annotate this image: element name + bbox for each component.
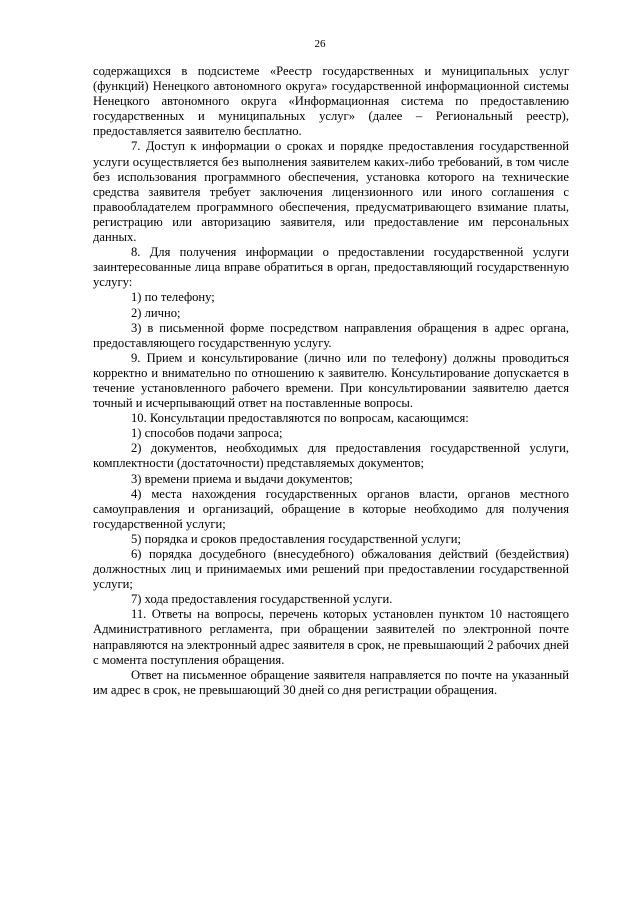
- paragraph-written-reply: Ответ на письменное обращение заявителя направляется по почте на указанный им адрес в срок, не превышающий 30 дней со дня регистрации обращения.: [93, 667, 569, 697]
- paragraph-item-8: 8. Для получения информации о предоставлении государственной услуги заинтересованные лица вправе обратиться в орган, предоставляющий государственную услугу:: [93, 245, 569, 290]
- page-number: 26: [314, 38, 326, 50]
- list-item: 4) места нахождения государственных органов власти, органов местного самоуправления и организаций, обращение в которые необходимо для получения государственной услуги;: [93, 486, 569, 531]
- paragraph-item-11: 11. Ответы на вопросы, перечень которых установлен пунктом 10 настоящего Административного регламента, при обращении заявителей по электронной почте направляются на электронный адрес заявителя в срок, не превышающий 2 рабочих дней с момента поступления обращения.: [93, 607, 569, 667]
- list-item: 5) порядка и сроков предоставления государственной услуги;: [131, 531, 461, 546]
- list-item: 7) хода предоставления государственной услуги.: [131, 592, 393, 607]
- list-item: 1) способов подачи запроса;: [131, 426, 283, 441]
- list-item: 6) порядка досудебного (внесудебного) обжалования действий (бездействия) должностных лиц и принимаемых ими решений при предоставлении государственной услуги;: [93, 547, 569, 592]
- list-item: 3) в письменной форме посредством направления обращения в адрес органа, предоставляющего государственную услугу.: [93, 320, 569, 350]
- document-body: [93, 64, 569, 698]
- list-item: 2) документов, необходимых для предоставления государственной услуги, комплектности (достаточности) представляемых документов;: [93, 441, 569, 471]
- paragraph-item-9: 9. Прием и консультирование (лично или по телефону) должны проводиться корректно и внимательно по отношению к заявителю. Консультирование допускается в течение установленного рабочего времени. При консультировании заявителю дается точный и исчерпывающий ответ на поставленные вопросы.: [93, 350, 569, 411]
- paragraph-continuation: содержащихся в подсистеме «Реестр государственных и муниципальных услуг (функций) Ненецкого автономного округа» государственной информационной системы Ненецкого автономного округа «Информационная система по предоставлению государственных и муниципальных услуг» (далее – Региональный реестр), предоставляется заявителю бесплатно.: [93, 64, 569, 139]
- paragraph-item-10: 10. Консультации предоставляются по вопросам, касающимся:: [131, 411, 469, 426]
- paragraph-item-7: 7. Доступ к информации о сроках и порядке предоставления государственной услуги осуществляется без выполнения заявителем каких-либо требований, в том числе без использования программного обеспечения, установка которого на технические средства заявителя требует заключения лицензионного или иного соглашения с правообладателем программного обеспечения, предусматривающего взимание платы, регистрацию или авторизацию заявителя, или предоставление им персональных данных.: [93, 139, 569, 245]
- list-item: 3) времени приема и выдачи документов;: [131, 471, 353, 486]
- list-item: 2) лично;: [131, 305, 181, 320]
- list-item: 1) по телефону;: [131, 290, 215, 305]
